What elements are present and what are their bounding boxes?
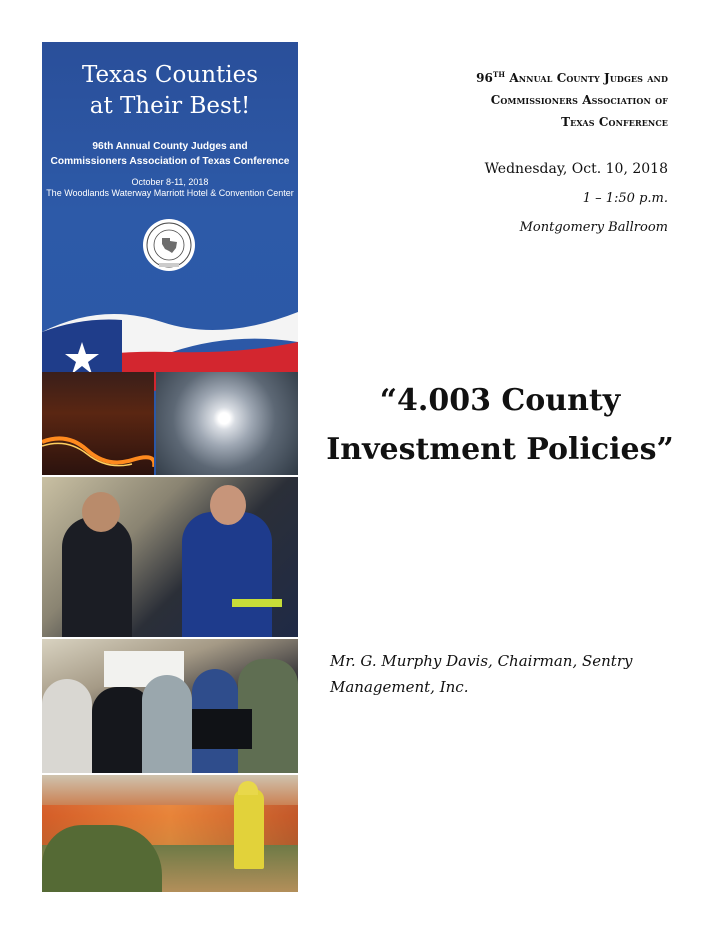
fire-line-icon: [42, 372, 154, 475]
brochure-subtitle: [42, 139, 298, 169]
talk-title-line1: “4.003 County: [379, 383, 621, 418]
brochure-cover-image: [42, 42, 298, 892]
association-seal-icon: [142, 218, 196, 272]
brochure-subtitle-line2: Commissioners Association of Texas Conference: [50, 156, 290, 167]
speaker-line2: Management, Inc.: [330, 678, 469, 696]
officials-meeting-photo: [42, 477, 298, 637]
brochure-cover: [42, 42, 298, 475]
conference-number: 96: [476, 71, 494, 85]
brochure-subtitle-line1: 96th Annual County Judges and: [92, 141, 248, 152]
conference-title-line3: Texas Conference: [561, 115, 668, 129]
speaker-credit: [330, 648, 670, 700]
brochure-event-info: [42, 177, 298, 199]
firefighter-photo: [42, 775, 298, 892]
brochure-title-line1: Texas Counties: [81, 62, 259, 88]
conference-title-line1-text: Annual County Judges and: [509, 71, 668, 85]
session-date: Wednesday, Oct. 10, 2018: [484, 161, 668, 177]
emergency-operations-photo: [42, 639, 298, 773]
conference-number-suffix: TH: [493, 70, 506, 79]
conference-title-line2: Commissioners Association of: [490, 93, 668, 107]
wildfire-photo: [42, 372, 154, 475]
conference-title-line1: [348, 64, 668, 89]
brochure-title-line2: at Their Best!: [89, 93, 251, 119]
brochure-venue: The Woodlands Waterway Marriott Hotel & Convention Center: [46, 188, 294, 198]
talk-title-line2: Investment Policies”: [326, 432, 674, 467]
speaker-line1: Mr. G. Murphy Davis, Chairman, Sentry: [330, 652, 633, 670]
hurricane-satellite-photo: [156, 372, 298, 475]
brochure-title: [42, 60, 298, 122]
conference-title: [348, 64, 668, 133]
talk-title: [318, 376, 682, 474]
session-room: Montgomery Ballroom: [519, 220, 668, 235]
session-time: 1 – 1:50 p.m.: [582, 191, 668, 206]
brochure-dates: October 8-11, 2018: [131, 177, 209, 187]
